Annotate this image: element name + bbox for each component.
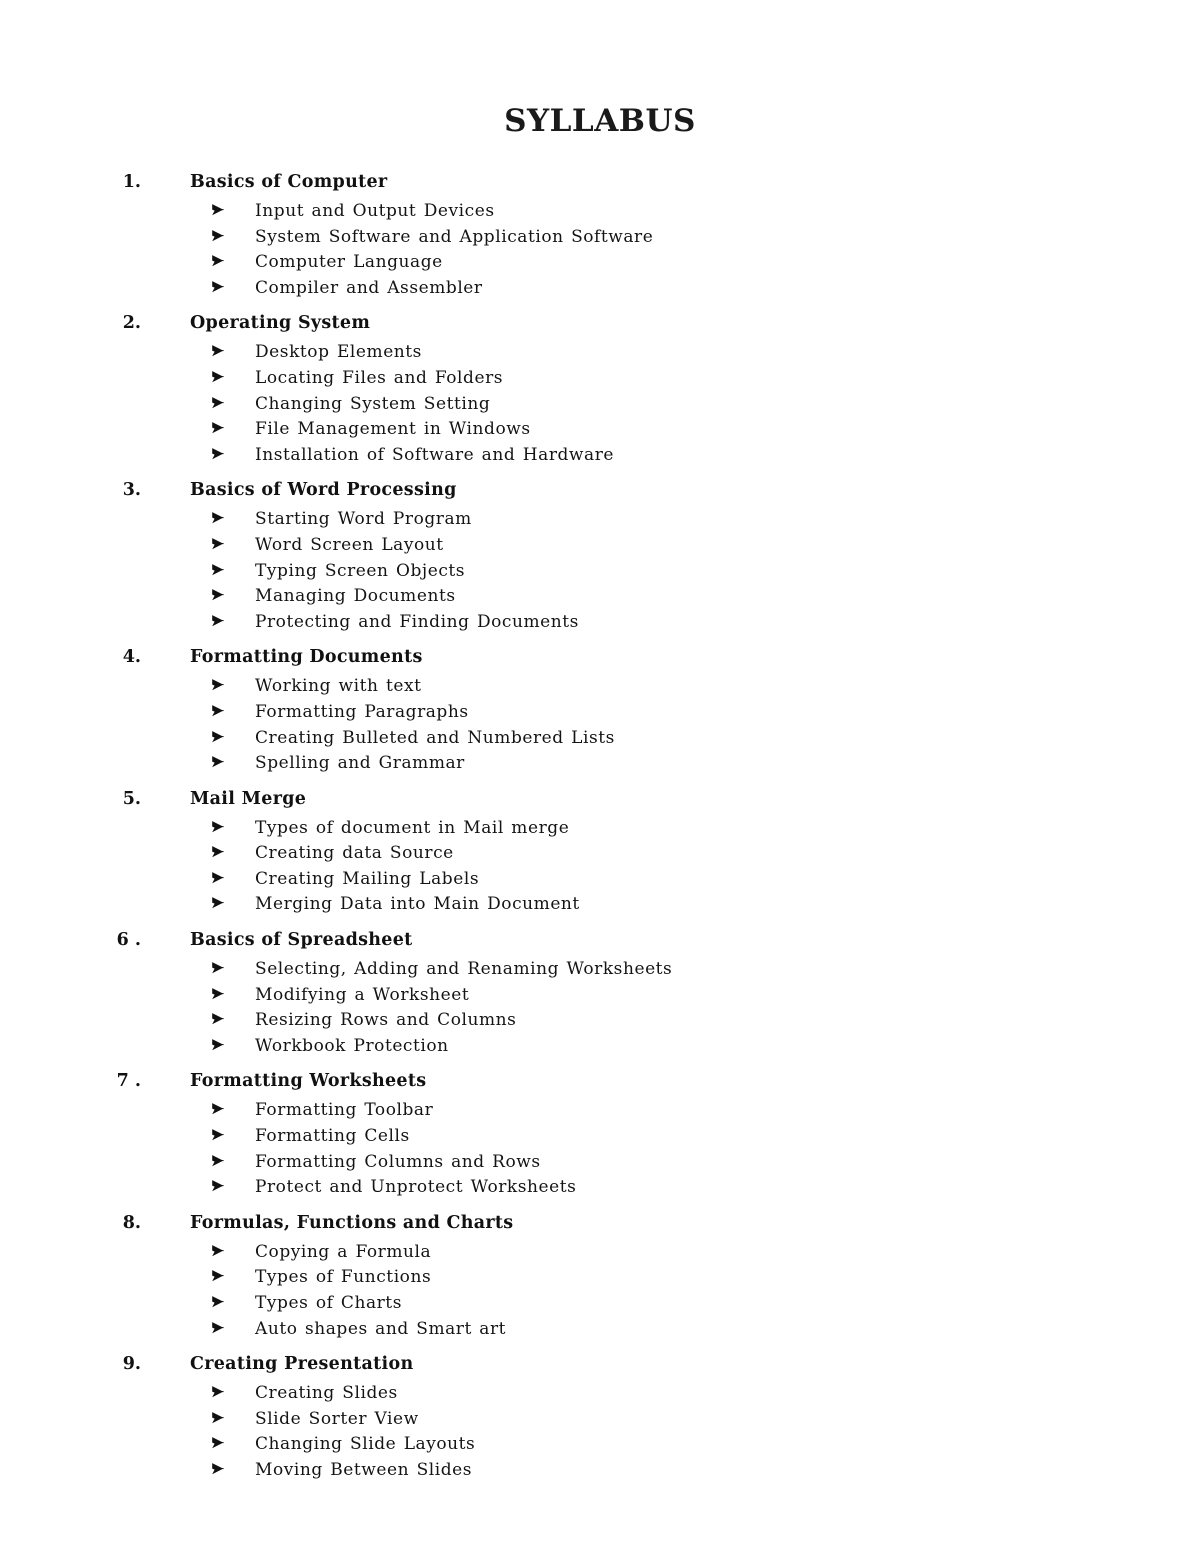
syllabus-section (0, 1354, 1200, 1485)
list-item (0, 1010, 1200, 1036)
arrowhead-bullet-icon (0, 755, 226, 771)
list-item (0, 702, 1200, 728)
section-heading (0, 1071, 1200, 1100)
list-item-label: File Management in Windows (255, 419, 531, 440)
section-number: 6 . (116, 930, 141, 951)
list-item-label: Resizing Rows and Columns (255, 1010, 517, 1031)
list-item (0, 535, 1200, 561)
arrowhead-bullet-icon (0, 871, 226, 887)
arrowhead-bullet-icon (0, 254, 226, 270)
list-item-label: Types of document in Mail merge (255, 817, 570, 838)
list-item-label: Starting Word Program (255, 509, 472, 530)
list-item (0, 869, 1200, 895)
list-item (0, 278, 1200, 304)
list-item (0, 728, 1200, 754)
list-item-label: Changing System Setting (255, 393, 491, 414)
syllabus-section (0, 172, 1200, 303)
section-subitem-list (0, 959, 1200, 1061)
arrowhead-bullet-icon (0, 229, 226, 245)
arrowhead-bullet-icon (0, 1154, 226, 1170)
list-item-label: Desktop Elements (255, 342, 422, 363)
list-item (0, 227, 1200, 253)
section-heading (0, 313, 1200, 342)
arrowhead-bullet-icon (0, 704, 226, 720)
list-item-label: Input and Output Devices (255, 201, 495, 221)
section-title: Formatting Documents (190, 647, 423, 668)
section-number: 4. (122, 647, 141, 668)
list-item (0, 1242, 1200, 1268)
list-item (0, 1267, 1200, 1293)
syllabus-section-list (0, 172, 1200, 1496)
section-title: Formatting Worksheets (190, 1071, 427, 1092)
list-item-label: Creating Slides (255, 1383, 398, 1404)
arrowhead-bullet-icon (0, 987, 226, 1003)
arrowhead-bullet-icon (0, 203, 226, 219)
list-item-label: Managing Documents (255, 586, 456, 607)
list-item (0, 1152, 1200, 1178)
list-item-label: Selecting, Adding and Renaming Worksheets (255, 959, 673, 980)
list-item (0, 818, 1200, 844)
section-heading (0, 1213, 1200, 1242)
list-item (0, 1126, 1200, 1152)
list-item-label: Working with text (255, 676, 422, 697)
list-item-label: Protect and Unprotect Worksheets (255, 1177, 577, 1198)
page-title: SYLLABUS (504, 103, 696, 139)
syllabus-section (0, 930, 1200, 1061)
syllabus-section (0, 647, 1200, 778)
section-number: 2. (122, 313, 141, 334)
arrowhead-bullet-icon (0, 1321, 226, 1337)
section-title: Operating System (190, 313, 371, 334)
arrowhead-bullet-icon (0, 614, 226, 630)
list-item-label: Creating Bulleted and Numbered Lists (255, 727, 615, 748)
list-item (0, 445, 1200, 471)
list-item-label: Formatting Columns and Rows (255, 1151, 541, 1172)
list-item-label: Auto shapes and Smart art (255, 1318, 507, 1339)
arrowhead-bullet-icon (0, 1269, 226, 1285)
list-item (0, 894, 1200, 920)
list-item (0, 394, 1200, 420)
list-item (0, 1383, 1200, 1409)
syllabus-section (0, 1071, 1200, 1202)
list-item (0, 676, 1200, 702)
arrowhead-bullet-icon (0, 896, 226, 912)
list-item (0, 1100, 1200, 1126)
arrowhead-bullet-icon (0, 447, 226, 463)
section-title: Formulas, Functions and Charts (190, 1212, 514, 1233)
list-item-label: Locating Files and Folders (255, 367, 504, 388)
section-subitem-list (0, 676, 1200, 778)
list-item-label: Types of Functions (255, 1267, 432, 1288)
arrowhead-bullet-icon (0, 421, 226, 437)
arrowhead-bullet-icon (0, 370, 226, 386)
arrowhead-bullet-icon (0, 537, 226, 553)
arrowhead-bullet-icon (0, 1436, 226, 1452)
list-item-label: Types of Charts (255, 1293, 402, 1313)
arrowhead-bullet-icon (0, 1038, 226, 1054)
list-item (0, 586, 1200, 612)
list-item (0, 368, 1200, 394)
arrowhead-bullet-icon (0, 845, 226, 861)
section-number: 7 . (116, 1071, 141, 1092)
list-item (0, 1409, 1200, 1435)
list-item-label: Protecting and Finding Documents (255, 611, 579, 632)
list-item (0, 561, 1200, 587)
list-item-label: Modifying a Worksheet (255, 984, 470, 1005)
section-heading (0, 172, 1200, 201)
section-subitem-list (0, 509, 1200, 637)
list-item (0, 612, 1200, 638)
list-item-label: Creating Mailing Labels (255, 868, 480, 889)
section-heading (0, 647, 1200, 676)
arrowhead-bullet-icon (0, 820, 226, 836)
list-item (0, 959, 1200, 985)
list-item-label: Word Screen Layout (255, 534, 444, 555)
list-item (0, 985, 1200, 1011)
arrowhead-bullet-icon (0, 1128, 226, 1144)
arrowhead-bullet-icon (0, 511, 226, 527)
list-item (0, 201, 1200, 227)
list-item (0, 509, 1200, 535)
arrowhead-bullet-icon (0, 678, 226, 694)
list-item-label: Installation of Software and Hardware (255, 444, 614, 465)
list-item (0, 1434, 1200, 1460)
list-item (0, 1293, 1200, 1319)
list-item-label: Creating data Source (255, 843, 454, 864)
arrowhead-bullet-icon (0, 1462, 226, 1478)
arrowhead-bullet-icon (0, 1385, 226, 1401)
section-heading (0, 1354, 1200, 1383)
list-item-label: Copying a Formula (255, 1241, 432, 1262)
section-title: Basics of Word Processing (190, 480, 457, 501)
list-item-label: Changing Slide Layouts (255, 1434, 476, 1455)
list-item-label: Formatting Paragraphs (255, 701, 469, 722)
section-number: 5. (122, 788, 141, 809)
list-item-label: Slide Sorter View (255, 1408, 419, 1429)
arrowhead-bullet-icon (0, 1012, 226, 1028)
arrowhead-bullet-icon (0, 1244, 226, 1260)
section-heading (0, 789, 1200, 818)
list-item (0, 419, 1200, 445)
arrowhead-bullet-icon (0, 396, 226, 412)
arrowhead-bullet-icon (0, 730, 226, 746)
arrowhead-bullet-icon (0, 563, 226, 579)
section-title: Mail Merge (190, 788, 307, 809)
arrowhead-bullet-icon (0, 1179, 226, 1195)
list-item (0, 252, 1200, 278)
list-item-label: Computer Language (255, 252, 443, 273)
list-item-label: Formatting Toolbar (255, 1100, 434, 1121)
list-item-label: Formatting Cells (255, 1126, 410, 1147)
list-item (0, 342, 1200, 368)
section-number: 3. (122, 480, 141, 501)
section-subitem-list (0, 1100, 1200, 1202)
arrowhead-bullet-icon (0, 961, 226, 977)
list-item-label: Spelling and Grammar (255, 753, 465, 774)
list-item-label: Typing Screen Objects (255, 560, 466, 581)
arrowhead-bullet-icon (0, 588, 226, 604)
list-item-label: Merging Data into Main Document (255, 894, 580, 915)
section-subitem-list (0, 1383, 1200, 1485)
arrowhead-bullet-icon (0, 1411, 226, 1427)
section-heading (0, 930, 1200, 959)
arrowhead-bullet-icon (0, 344, 226, 360)
list-item-label: Workbook Protection (255, 1035, 449, 1056)
list-item (0, 753, 1200, 779)
list-item-label: Moving Between Slides (255, 1459, 473, 1480)
arrowhead-bullet-icon (0, 1102, 226, 1118)
arrowhead-bullet-icon (0, 1295, 226, 1311)
list-item (0, 1177, 1200, 1203)
section-number: 9. (122, 1354, 141, 1375)
section-number: 1. (122, 172, 141, 192)
list-item (0, 843, 1200, 869)
arrowhead-bullet-icon (0, 280, 226, 296)
section-subitem-list (0, 1242, 1200, 1344)
section-number: 8. (122, 1212, 141, 1233)
section-title: Basics of Spreadsheet (190, 930, 413, 951)
list-item (0, 1036, 1200, 1062)
syllabus-section (0, 480, 1200, 637)
section-title: Creating Presentation (190, 1354, 414, 1375)
syllabus-section (0, 313, 1200, 470)
list-item-label: Compiler and Assembler (255, 277, 483, 298)
syllabus-section (0, 1213, 1200, 1344)
list-item (0, 1319, 1200, 1345)
section-title: Basics of Computer (190, 172, 388, 192)
list-item (0, 1460, 1200, 1486)
syllabus-section (0, 789, 1200, 920)
section-subitem-list (0, 818, 1200, 920)
section-heading (0, 480, 1200, 509)
section-subitem-list (0, 342, 1200, 470)
list-item-label: System Software and Application Software (255, 226, 654, 247)
section-subitem-list (0, 201, 1200, 303)
